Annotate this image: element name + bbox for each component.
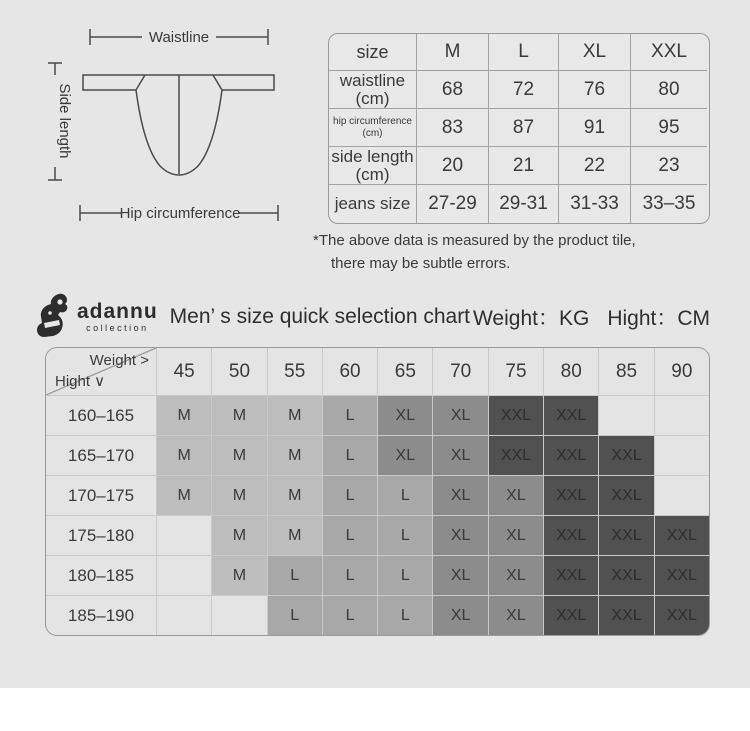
- size-cell: M: [212, 396, 266, 435]
- size-cell: M: [268, 436, 322, 475]
- size-cell: M: [268, 396, 322, 435]
- weight-column-header: 45: [157, 348, 211, 395]
- weight-column-header: 70: [433, 348, 487, 395]
- size-cell: XXL: [655, 556, 709, 595]
- size-value-cell: 21: [489, 147, 559, 185]
- size-cell: XL: [433, 556, 487, 595]
- size-row-label: jeans size: [329, 185, 417, 223]
- size-cell: M: [157, 396, 211, 435]
- size-cell: XXL: [544, 396, 598, 435]
- garment-measurement-diagram: [20, 15, 320, 240]
- size-value-cell: 29-31: [489, 185, 559, 223]
- size-cell: XXL: [544, 596, 598, 635]
- size-value-cell: 72: [489, 71, 559, 109]
- size-value-cell: 87: [489, 109, 559, 147]
- corner-height-label: Hight ∨: [55, 373, 106, 390]
- size-cell: XXL: [544, 516, 598, 555]
- size-cell: L: [323, 436, 377, 475]
- weight-column-header: 60: [323, 348, 377, 395]
- empty-size-cell: [212, 596, 266, 635]
- size-value-cell: 22: [559, 147, 631, 185]
- size-cell: L: [323, 596, 377, 635]
- size-cell: XXL: [489, 396, 543, 435]
- matrix-corner-cell: [46, 348, 156, 395]
- size-cell: L: [378, 556, 432, 595]
- size-cell: M: [157, 436, 211, 475]
- size-selection-matrix: [45, 347, 710, 636]
- size-cell: L: [323, 556, 377, 595]
- size-cell: L: [323, 396, 377, 435]
- size-cell: XXL: [599, 596, 653, 635]
- size-cell: M: [212, 436, 266, 475]
- size-cell: XXL: [544, 476, 598, 515]
- size-row-label: side length (cm): [329, 147, 417, 185]
- weight-column-header: 75: [489, 348, 543, 395]
- unit-legend: [473, 302, 710, 332]
- empty-size-cell: [655, 436, 709, 475]
- size-table-corner: size: [329, 34, 417, 71]
- height-row-label: 180–185: [46, 556, 156, 595]
- empty-size-cell: [655, 396, 709, 435]
- size-value-cell: 68: [417, 71, 489, 109]
- size-value-cell: 31-33: [559, 185, 631, 223]
- size-cell: L: [323, 476, 377, 515]
- size-value-cell: 83: [417, 109, 489, 147]
- weight-column-header: 80: [544, 348, 598, 395]
- height-row-label: 165–170: [46, 436, 156, 475]
- weight-column-header: 50: [212, 348, 266, 395]
- size-cell: XL: [433, 436, 487, 475]
- size-cell: XL: [433, 596, 487, 635]
- size-cell: L: [323, 516, 377, 555]
- empty-size-cell: [157, 596, 211, 635]
- size-cell: XL: [489, 516, 543, 555]
- waistline-label: Waistline: [148, 29, 210, 46]
- size-value-cell: 95: [631, 109, 707, 147]
- weight-column-header: 65: [378, 348, 432, 395]
- size-value-cell: 76: [559, 71, 631, 109]
- brand-mascot-icon: [36, 293, 72, 342]
- empty-size-cell: [655, 476, 709, 515]
- size-value-cell: 23: [631, 147, 707, 185]
- hip-circumference-label: Hip circumference: [119, 205, 241, 222]
- size-cell: XL: [489, 596, 543, 635]
- empty-size-cell: [157, 556, 211, 595]
- note-line-1: *The above data is measured by the product tile,: [313, 232, 636, 249]
- garment-outline: [83, 75, 274, 175]
- note-line-2: there may be subtle errors.: [331, 255, 511, 272]
- height-row-label: 185–190: [46, 596, 156, 635]
- size-row-label: hip circumference (cm): [329, 109, 417, 147]
- size-cell: M: [212, 556, 266, 595]
- size-cell: L: [378, 596, 432, 635]
- size-cell: XL: [378, 436, 432, 475]
- size-cell: M: [268, 476, 322, 515]
- chart-header: [36, 292, 710, 342]
- size-cell: XXL: [599, 556, 653, 595]
- size-cell: L: [268, 596, 322, 635]
- size-cell: XL: [433, 396, 487, 435]
- size-cell: XXL: [544, 556, 598, 595]
- size-cell: XXL: [655, 516, 709, 555]
- height-row-label: 160–165: [46, 396, 156, 435]
- size-cell: XL: [489, 556, 543, 595]
- side-length-label: Side length: [56, 83, 73, 159]
- height-row-label: 170–175: [46, 476, 156, 515]
- size-column-header: L: [489, 34, 559, 71]
- size-value-cell: 80: [631, 71, 707, 109]
- size-value-cell: 33–35: [642, 193, 696, 214]
- size-column-header: M: [417, 34, 489, 71]
- chart-title: Men’ s size quick selection chart: [169, 305, 471, 328]
- height-unit-label: Hight：CM: [607, 307, 710, 330]
- size-cell: M: [268, 516, 322, 555]
- size-cell: L: [378, 476, 432, 515]
- size-cell: M: [157, 476, 211, 515]
- brand-name: adannu: [77, 300, 158, 323]
- measurement-note: [313, 229, 636, 275]
- size-cell: L: [268, 556, 322, 595]
- weight-column-header: 85: [599, 348, 653, 395]
- brand-subtitle: collection: [86, 323, 149, 333]
- size-cell: XXL: [544, 436, 598, 475]
- corner-weight-label: Weight >: [89, 352, 149, 369]
- size-value-cell: 20: [417, 147, 489, 185]
- size-cell: XL: [378, 396, 432, 435]
- size-cell: XXL: [655, 596, 709, 635]
- size-value-cell: 27-29: [417, 185, 489, 223]
- size-cell: XXL: [599, 436, 653, 475]
- size-row-label: waistline (cm): [329, 71, 417, 109]
- size-cell: XL: [433, 516, 487, 555]
- height-row-label: 175–180: [46, 516, 156, 555]
- size-cell: M: [212, 516, 266, 555]
- size-value-cell: 91: [559, 109, 631, 147]
- size-spec-table: [328, 33, 710, 224]
- size-cell: L: [378, 516, 432, 555]
- empty-size-cell: [157, 516, 211, 555]
- size-column-header: XXL: [631, 34, 707, 71]
- size-cell: XXL: [489, 436, 543, 475]
- size-cell: XL: [489, 476, 543, 515]
- empty-size-cell: [599, 396, 653, 435]
- size-cell: XXL: [599, 516, 653, 555]
- size-column-header: XL: [559, 34, 631, 71]
- weight-unit-label: Weight：KG: [472, 307, 590, 330]
- weight-column-header: 90: [655, 348, 709, 395]
- weight-column-header: 55: [268, 348, 322, 395]
- brand-wordmark: [77, 301, 158, 333]
- size-cell: XL: [433, 476, 487, 515]
- size-cell: XXL: [599, 476, 653, 515]
- size-cell: M: [212, 476, 266, 515]
